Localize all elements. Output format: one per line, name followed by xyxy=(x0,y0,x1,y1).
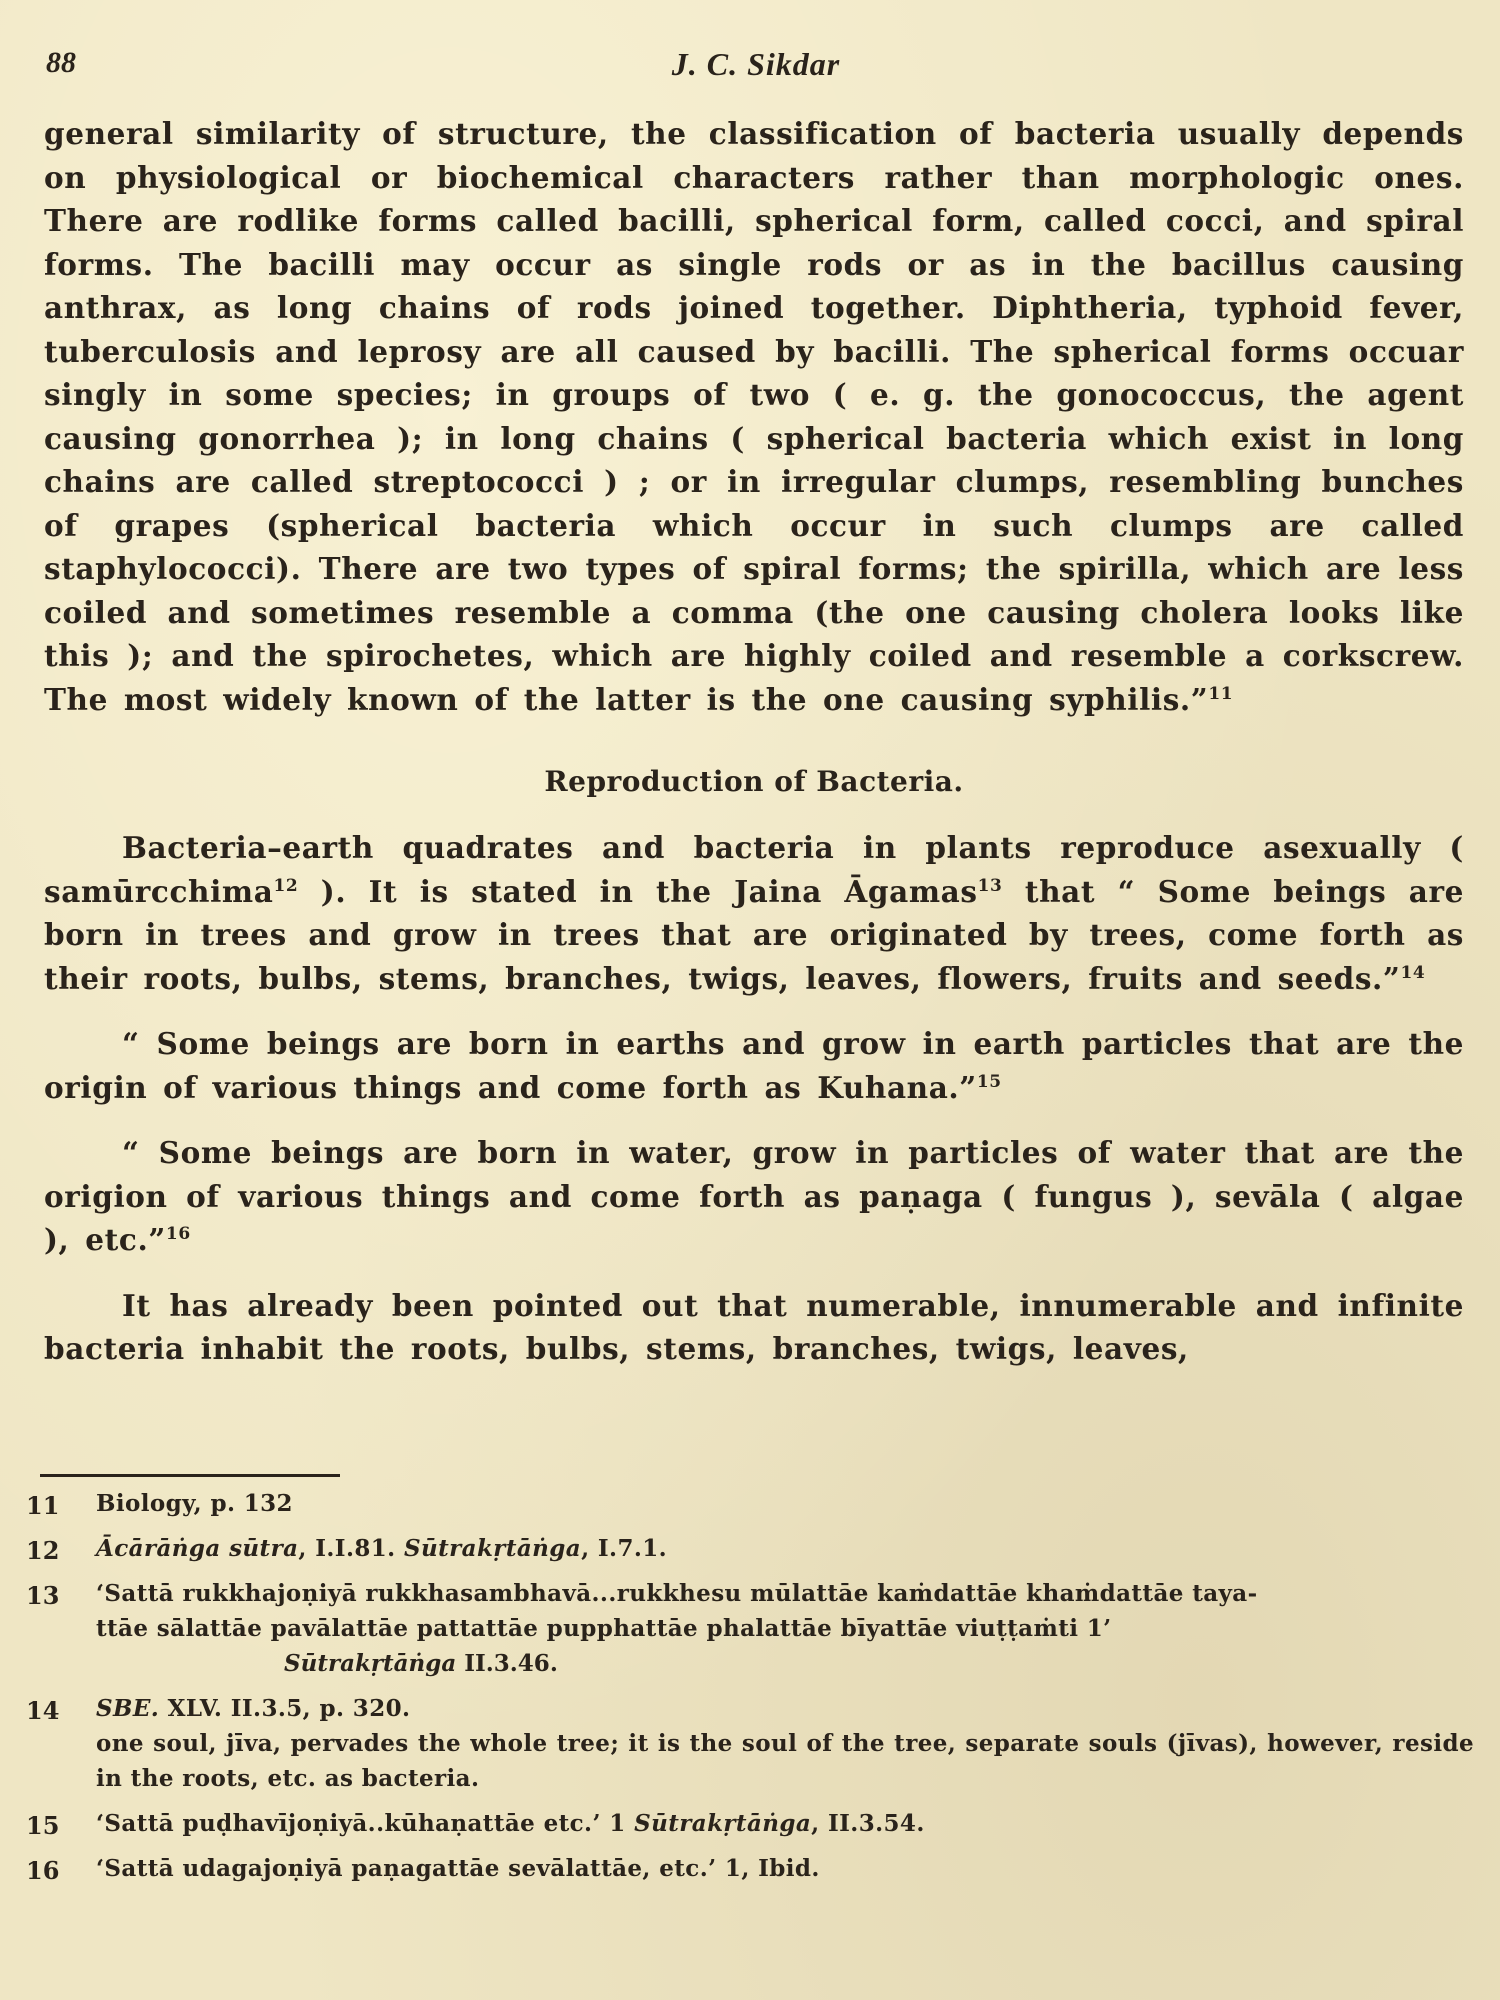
footnote-ref-13: 13 xyxy=(977,875,1003,896)
footnote-ref-12: 12 xyxy=(273,875,299,896)
footnote-number: 11 xyxy=(26,1491,60,1520)
paragraph-infinite-bacteria: It has already been pointed out that numerable, innumerable and infinite bacteria inhabit the roots, bulbs, stems, branches, twigs, leaves, xyxy=(44,1287,1464,1366)
footnote-ref-15: 15 xyxy=(976,1071,1002,1092)
running-head: J. C. Sikdar xyxy=(671,46,841,82)
paragraph-reproduction: Bacteria–earth quadrates and bacteria in plants reproduce asexually ( samūrcchima$^{12}$ ). It is stated in the Jaina Āgamas$^{13}$ that “ Some beings are born in trees and grow in trees that are originated by trees, come forth as their roots, bulbs, stems, branches, twigs, leaves, flowers, fruits and seeds.”$^{14}$ xyxy=(44,830,1464,996)
paragraph-earth-beings: “ Some beings are born in earths and grow in earth particles that are the origin of various things and come forth as Kuhana.”$^{15}$ xyxy=(44,1026,1464,1105)
footnote-11: 11 Biology, p. 132 xyxy=(26,1486,1474,1521)
footnote-divider xyxy=(40,1474,340,1477)
paragraph-bacteria-forms: general similarity of structure, the classification of bacteria usually depends on physiological or biochemical characters rather than morphologic ones. There are rodlike forms called bacilli, spherical form, called cocci, and spiral forms. The bacilli may occur as single rods or as in the bacillus causing anthrax, as long chains of rods joined together. Diphtheria, typhoid fever, tuberculosis and leprosy are all caused by bacilli. The spherical forms occuar singly in some species; in groups of two ( e. g. the gonococcus, the agent causing gonorrhea ); in long chains ( spherical bacteria which exist in long chains are called streptococci ) ; or in irregular clumps, resembling bunches of grapes (spherical bacteria which occur in such clumps are called staphylococci). There are two types of spiral forms; the spirilla, which are less coiled and sometimes resemble a comma (the one causing cholera looks like this ); and the spirochetes, which are highly coiled and resemble a corkscrew. The most widely known of the latter is the one causing syphilis.”$^{11}$ xyxy=(44,116,1464,717)
page-header xyxy=(46,46,1466,96)
footnote-15: 15 ‘Sattā puḍhavījoṇiyā..kūhaṇattāe etc.’ 1 Sūtrakṛtāṅga, II.3.54. xyxy=(26,1806,1474,1841)
footnote-number: 12 xyxy=(26,1536,60,1565)
footnote-number: 13 xyxy=(26,1581,60,1610)
footnote-number: 14 xyxy=(26,1696,60,1725)
footnote-16: 16 ‘Sattā udagajoṇiyā paṇagattāe sevālattāe, etc.’ 1, Ibid. xyxy=(26,1851,1474,1886)
footnote-number: 15 xyxy=(26,1811,60,1840)
footnote-ref-16: 16 xyxy=(165,1224,191,1245)
footnote-ref-11: 11 xyxy=(1208,683,1234,704)
footnote-number: 16 xyxy=(26,1856,60,1885)
page-number: 88 xyxy=(46,46,76,79)
section-heading: Reproduction of Bacteria. xyxy=(544,765,964,798)
footnote-14: 14 SBE. XLV. II.3.5, p. 320. one soul, jīva, pervades the whole tree; it is the soul of the tree, separate souls (jīvas), however, reside in the roots, etc. as bacteria. xyxy=(26,1695,1474,1792)
paragraph-water-beings: “ Some beings are born in water, grow in particles of water that are the origion of various things and come forth as paṇaga ( fungus ), sevāla ( algae ), etc.”$^{16}$ xyxy=(44,1135,1464,1257)
footnotes xyxy=(26,1486,1474,1896)
footnote-ref-14: 14 xyxy=(1400,962,1426,983)
footnote-13: 13 ‘Sattā rukkhajoṇiyā rukkhasambhavā...rukkhesu mūlattāe kaṁdattāe khaṁdattāe taya- ttāe sālattāe pavālattāe pattattāe pupphattāe phalattāe bīyattāe viuṭṭaṁti 1’ Sūtrakṛtāṅga II.3.46. xyxy=(26,1580,1258,1677)
main-text xyxy=(44,112,1464,1371)
footnote-12: 12 Ācārāṅga sūtra, I.I.81. Sūtrakṛtāṅga, I.7.1. xyxy=(26,1531,1474,1566)
